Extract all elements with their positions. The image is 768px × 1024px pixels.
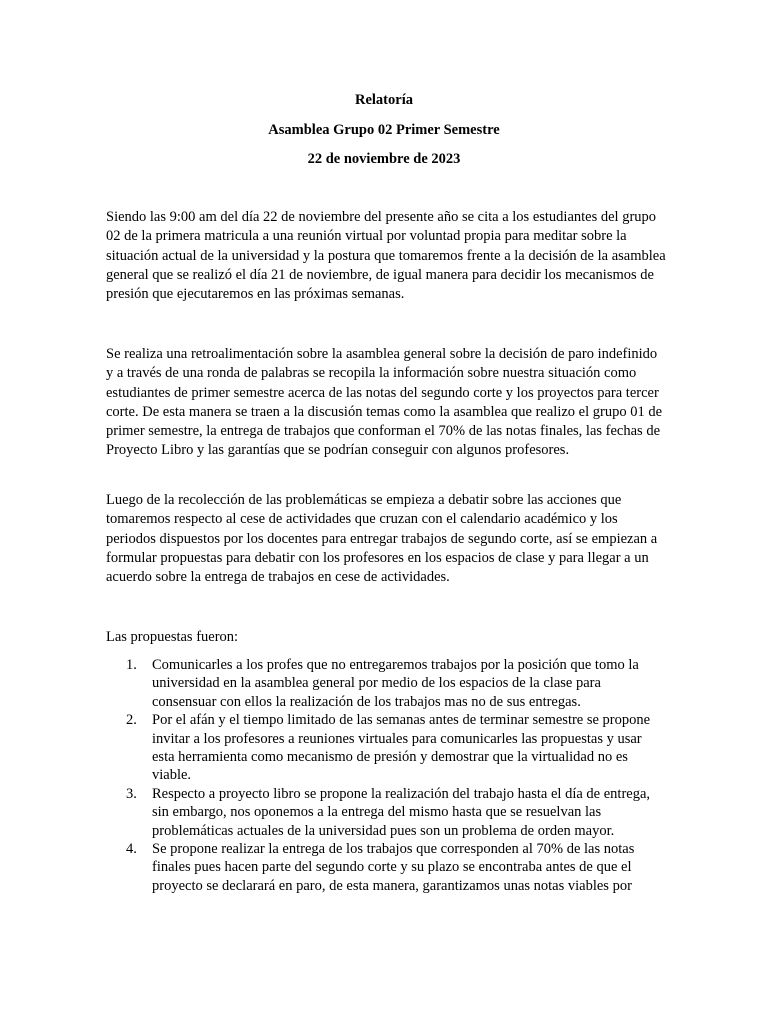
proposal-text: Respecto a proyecto libro se propone la realización del trabajo hasta el día de entrega, sin embargo, nos oponemos a la entrega del mismo hasta que se resuelvan las problemáticas actuales de la universidad pues son un problema de orden mayor. xyxy=(152,785,651,839)
proposals-intro: Las propuestas fueron: xyxy=(106,629,239,645)
paragraph-debate: Luego de la recolección de las problemáticas se empieza a debatir sobre las acciones que tomaremos respecto al cese de actividades que cruzan con el calendario académico y los periodos dispuestos por los docentes para entregar trabajos de segundo corte, así se empiezan a formular propuestas para debatir con los profesores en los espacios de clase y para llegar a un acuerdo sobre la entrega de trabajos en cese de actividades. xyxy=(106,492,658,586)
paragraph-feedback: Se realiza una retroalimentación sobre la asamblea general sobre la decisión de paro indefinido y a través de una ronda de palabras se recopila la información sobre nuestra situación como estudiantes de primer semestre acerca de las notas del segundo corte y los proyectos para tercer corte. De esta manera se traen a la discusión temas como la asamblea que realizo el grupo 01 de primer semestre, la entrega de trabajos que conforman el 70% de las notas finales, las fechas de Proyecto Libro y las garantías que se podrían conseguir con algunos profesores. xyxy=(106,346,663,459)
proposal-number: 4. xyxy=(126,841,137,858)
proposal-number: 1. xyxy=(126,657,137,673)
document-title: Relatoría xyxy=(355,92,413,108)
proposal-item-4 xyxy=(106,840,666,895)
proposal-text: Por el afán y el tiempo limitado de las semanas antes de terminar semestre se propone invitar a los profesores a reuniones virtuales para comunicarles las propuestas y usar esta herramienta como mecanismo de presión y demostrar que la virtualidad no es viable. xyxy=(152,712,651,784)
document-subtitle: Asamblea Grupo 02 Primer Semestre xyxy=(268,122,500,138)
proposal-number: 3. xyxy=(126,785,137,802)
document-date: 22 de noviembre de 2023 xyxy=(307,151,461,167)
proposal-text: Se propone realizar la entrega de los trabajos que corresponden al 70% de las notas finales pues hacen parte del segundo corte y su plazo se encontraba antes de que el proyecto se declarará en paro, de esta manera, garantizamos unas notas viables por xyxy=(152,841,635,894)
proposal-item-1 xyxy=(106,656,666,711)
proposal-number: 2. xyxy=(126,712,137,729)
proposal-text: Comunicarles a los profes que no entregaremos trabajos por la posición que tomo la universidad en la asamblea general por medio de los espacios de la clase para consensuar con ellos la realización de los trabajos mas no de sus entregas. xyxy=(152,657,639,710)
proposal-item-3 xyxy=(106,785,666,840)
proposal-item-2 xyxy=(106,711,666,785)
proposals-list xyxy=(106,656,666,895)
paragraph-opening: Siendo las 9:00 am del día 22 de noviembre del presente año se cita a los estudiantes del grupo 02 de la primera matricula a una reunión virtual por voluntad propia para meditar sobre la situación actual de la universidad y la postura que tomaremos frente a la decisión de la asamblea general que se realizó el día 21 de noviembre, de igual manera para decidir los mecanismos de presión que ejecutaremos en las próximas semanas. xyxy=(106,209,666,303)
